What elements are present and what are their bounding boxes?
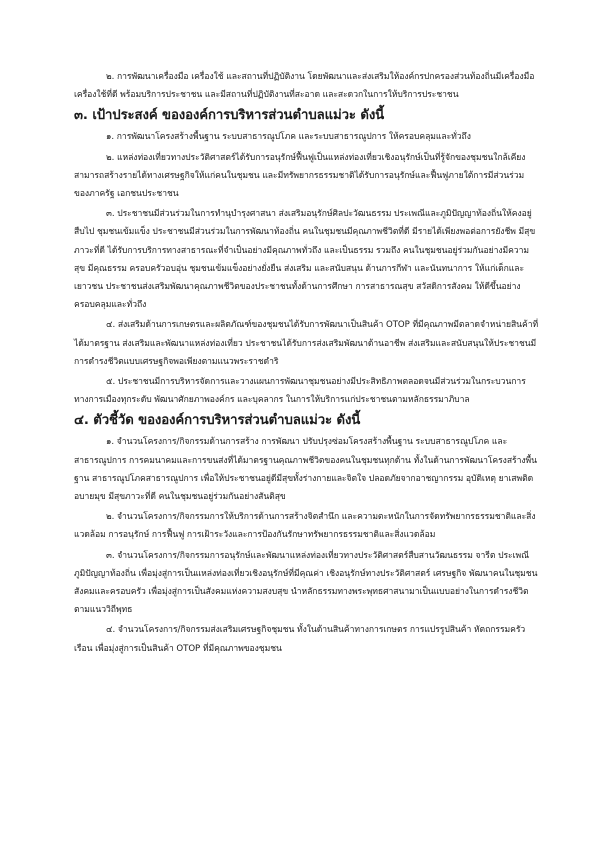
section-4-item-1: ๑. จำนวนโครงการ/กิจกรรมด้านการสร้าง การพัฒนา ปรับปรุงซ่อมโครงสร้างพื้นฐาน ระบบสาธารณูปโภค และสาธารณูปการ การคมนาคมและการขนส่งที่ได้มาตรฐานคุณภาพชีวิตของคนในชุมชนทุกด้าน ทั้งในด้านการพัฒนาโครงสร้างพื้นฐาน สาธารณูปโภคสาธารณูปการ เพื่อให้ประชาชนอยู่ดีมีสุขทั้งร่างกายและจิตใจ ปลอดภัยจากอาชญากรรม อุบัติเหตุ ยาเสพติด อบายมุข มีสุขภาวะที่ดี คนในชุมชนอยู่ร่วมกันอย่างสันติสุข xyxy=(74,437,537,503)
section-3-item-5: ๕. ประชาชนมีการบริหารจัดการและวางแผนการพัฒนาชุมชนอย่างมีประสิทธิภาพตลอดจนมีส่วนร่วมในกระบวนการทางการเมืองทุกระดับ พัฒนาศักยภาพองค์กร และบุคลากร ในการให้บริการแก่ประชาชนตามหลักธรรมาภิบาล xyxy=(74,377,526,406)
section-4-item-3: ๓. จำนวนโครงการ/กิจกรรมการอนุรักษ์และพัฒนาแหล่งท่องเที่ยวทางประวัติศาสตร์สืบสานวัฒนธรรม จารีต ประเพณีภูมิปัญญาท้องถิ่น เพื่อมุ่งสู่การเป็นแหล่งท่องเที่ยวเชิงอนุรักษ์ที่มีคุณค่า เชิงอนุรักษ์ทางประวัติศาสตร์ เศรษฐกิจ พัฒนาคนในชุมชน สังคมและครอบครัว เพื่อมุ่งสู่การเป็นสังคมแห่งความสงบสุข นำหลักธรรมทางพระพุทธศาสนามาเป็นแบบอย่างในการดำรงชีวิตตามแนววิถีพุทธ xyxy=(74,550,538,616)
section-3-heading: ๓. เป้าประสงค์ ขององค์การบริหารส่วนตำบลแม่วะ ดังนี้ xyxy=(74,108,385,124)
section-3-item-4: ๔. ส่งเสริมด้านการเกษตรและผลิตภัณฑ์ของชุมชนได้รับการพัฒนาเป็นสินค้า OTOP ที่มีคุณภาพมีตลาดจำหน่ายสินค้าที่ได้มาตรฐาน ส่งเสริมและพัฒนาแหล่งท่องเที่ยว ประชาชนได้รับการส่งเสริมพัฒนาด้านอาชีพ ส่งเสริมและสนับสนุนให้ประชาชนมีการดำรงชีวิตแบบเศรษฐกิจพอเพียงตามแนวพระราชดำริ xyxy=(74,320,539,367)
section-4-item-4: ๔. จำนวนโครงการ/กิจกรรมส่งเสริมเศรษฐกิจชุมชน ทั้งในด้านสินค้าทางการเกษตร การแปรรูปสินค้า หัตถกรรมครัวเรือน เพื่อมุ่งสู่การเป็นสินค้า OTOP ที่มีคุณภาพของชุมชน xyxy=(74,625,526,654)
section-3-item-3: ๓. ประชาชนมีส่วนร่วมในการทำนุบำรุงศาสนา ส่งเสริมอนุรักษ์ศิลปะวัฒนธรรม ประเพณีและภูมิปัญญาท้องถิ่นให้คงอยู่สืบไป ชุมชนเข้มแข็ง ประชาชนมีส่วนร่วมในการพัฒนาท้องถิ่น คนในชุมชนมีคุณภาพชีวิตที่ดี มีรายได้เพียงพอต่อการยังชีพ มีสุขภาวะที่ดี ได้รับการบริการทางสาธารณะที่จำเป็นอย่างมีคุณภาพทั่วถึง และเป็นธรรม รวมถึง คนในชุมชนอยู่ร่วมกันอย่างมีความสุข มีคุณธรรม ครอบครัวอบอุ่น ชุมชนเข้มแข็งอย่างยั่งยืน ส่งเสริม และสนับสนุน ด้านการกีฬา และนันทนาการ ให้แก่เด็กและเยาวชน ประชาชนส่งเสริมพัฒนาคุณภาพชีวิตของประชาชนทั้งด้านการศึกษา การสาธารณสุข สวัสดิการสังคม ให้ดีขึ้นอย่างครอบคลุมและทั่วถึง xyxy=(74,209,536,311)
section-4-heading: ๔. ตัวชี้วัด ขององค์การบริหารส่วนตำบลแม่วะ ดังนี้ xyxy=(74,413,361,429)
section-3-item-1: ๑. การพัฒนาโครงสร้างพื้นฐาน ระบบสาธารณูปโภค และระบบสาธารณูปการ ให้ครอบคลุมและทั่วถึง xyxy=(106,132,471,143)
section-4-item-2: ๒. จำนวนโครงการ/กิจกรรมการให้บริการด้านการสร้างจิตสำนึก และความตะหนักในการจัดทรัพยากรธรรมชาติและสิ่งแวดล้อม การอนุรักษ์ การฟื้นฟู การเฝ้าระวังและการป้องกันรักษาทรัพยากรธรรมชาติและสิ่งแวดล้อม xyxy=(74,512,536,541)
intro-paragraph-2: ๒. การพัฒนาเครื่องมือ เครื่องใช้ และสถานที่ปฏิบัติงาน โดยพัฒนาและส่งเสริมให้องค์กรปกครองส่วนท้องถิ่นมีเครื่องมือ เครื่องใช้ที่ดี พร้อมบริการประชาชน และมีสถานที่ปฏิบัติงานที่สะอาด และสะดวกในการให้บริการประชาชน xyxy=(74,72,535,101)
section-3-item-2: ๒. แหล่งท่องเที่ยวทางประวัติศาสตร์ได้รับการอนุรักษ์ฟื้นฟูเป็นแหล่งท่องเที่ยวเชิงอนุรักษ์เป็นที่รู้จักของชุมชนใกล้เคียง สามารถสร้างรายได้ทางเศรษฐกิจให้แก่คนในชุมชน และมีทรัพยากรธรรมชาติได้รับการอนุรักษ์และฟื้นฟูภายใต้การมีส่วนร่วมของภาครัฐ เอกชนประชาชน xyxy=(74,152,526,200)
